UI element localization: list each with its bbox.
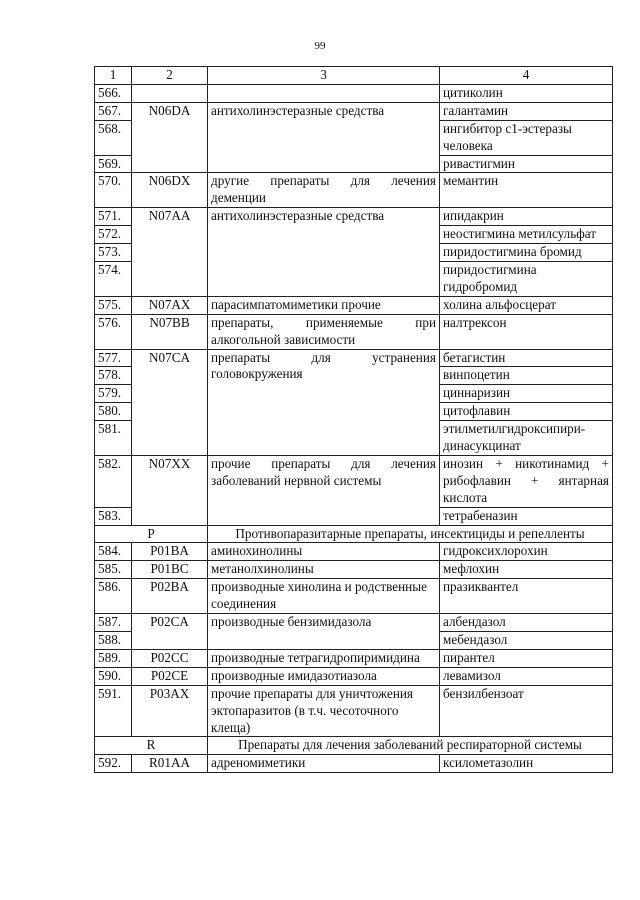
table-row bbox=[95, 208, 613, 226]
drug-name: циннаризин bbox=[440, 385, 613, 403]
drug-name: ипидакрин bbox=[440, 208, 613, 226]
atc-code: N07XX bbox=[132, 455, 208, 525]
atc-code: R01AA bbox=[132, 755, 208, 773]
section-code: R bbox=[95, 737, 208, 755]
atc-code: P02BA bbox=[132, 579, 208, 614]
drug-table bbox=[94, 66, 613, 773]
row-number: 576. bbox=[95, 314, 132, 349]
drug-group: производные хинолина и родственные соединения bbox=[208, 579, 440, 614]
drug-group: прочие препараты для уничтожения эктопаразитов (в т.ч. чесоточного клеща) bbox=[208, 685, 440, 737]
row-number: 571. bbox=[95, 208, 132, 226]
drug-group: прочие препараты для лечения заболеваний нервной системы bbox=[208, 455, 440, 525]
table-row bbox=[95, 755, 613, 773]
row-number: 573. bbox=[95, 244, 132, 262]
drug-name: цитиколин bbox=[440, 84, 613, 102]
row-number: 577. bbox=[95, 349, 132, 367]
drug-group: препараты, применяемые при алкогольной зависимости bbox=[208, 314, 440, 349]
atc-code: P02CC bbox=[132, 649, 208, 667]
table-row bbox=[95, 561, 613, 579]
table-header-row bbox=[95, 67, 613, 85]
row-number: 585. bbox=[95, 561, 132, 579]
row-number: 590. bbox=[95, 667, 132, 685]
drug-name: левамизол bbox=[440, 667, 613, 685]
drug-name: винпоцетин bbox=[440, 367, 613, 385]
row-number: 589. bbox=[95, 649, 132, 667]
table-row bbox=[95, 296, 613, 314]
drug-name: пиридостигмина гидробромид bbox=[440, 261, 613, 296]
row-number: 591. bbox=[95, 685, 132, 737]
row-number: 570. bbox=[95, 173, 132, 208]
atc-code: P02CA bbox=[132, 614, 208, 650]
drug-group: парасимпатомиметики прочие bbox=[208, 296, 440, 314]
atc-code: P02CE bbox=[132, 667, 208, 685]
drug-name: налтрексон bbox=[440, 314, 613, 349]
header-cell: 1 bbox=[95, 67, 132, 85]
row-number: 582. bbox=[95, 455, 132, 507]
drug-name: холина альфосцерат bbox=[440, 296, 613, 314]
row-number: 566. bbox=[95, 84, 132, 102]
row-number: 587. bbox=[95, 614, 132, 632]
section-code: P bbox=[95, 525, 208, 543]
table-row bbox=[95, 614, 613, 632]
drug-name: пиридостигмина бромид bbox=[440, 244, 613, 262]
drug-name: пирантел bbox=[440, 649, 613, 667]
drug-name: ривастигмин bbox=[440, 155, 613, 173]
row-number: 569. bbox=[95, 155, 132, 173]
page-number: 99 bbox=[314, 40, 326, 52]
atc-code: N06DX bbox=[132, 173, 208, 208]
table-row bbox=[95, 84, 613, 102]
drug-group: производные тетрагидропиримидина bbox=[208, 649, 440, 667]
drug-group: производные имидазотиазола bbox=[208, 667, 440, 685]
row-number: 572. bbox=[95, 226, 132, 244]
drug-name: бензилбензоат bbox=[440, 685, 613, 737]
drug-name: празиквантел bbox=[440, 579, 613, 614]
atc-code: P01BA bbox=[132, 543, 208, 561]
row-number: 592. bbox=[95, 755, 132, 773]
drug-name: галантамин bbox=[440, 102, 613, 120]
atc-code: P03AX bbox=[132, 685, 208, 737]
row-number: 578. bbox=[95, 367, 132, 385]
section-title: Противопаразитарные препараты, инсектициды и репелленты bbox=[208, 525, 613, 543]
row-number: 588. bbox=[95, 632, 132, 650]
drug-name: мебендазол bbox=[440, 632, 613, 650]
drug-name: тетрабеназин bbox=[440, 507, 613, 525]
atc-code: N06DA bbox=[132, 102, 208, 173]
drug-name: ингибитор с1-эстеразы человека bbox=[440, 120, 613, 155]
drug-name: мемантин bbox=[440, 173, 613, 208]
row-number: 580. bbox=[95, 403, 132, 421]
atc-code: N07AA bbox=[132, 208, 208, 297]
drug-name: мефлохин bbox=[440, 561, 613, 579]
row-number: 579. bbox=[95, 385, 132, 403]
header-cell: 3 bbox=[208, 67, 440, 85]
row-number: 575. bbox=[95, 296, 132, 314]
drug-group bbox=[208, 84, 440, 102]
drug-name: ксилометазолин bbox=[440, 755, 613, 773]
drug-group: аминохинолины bbox=[208, 543, 440, 561]
drug-group: метанолхинолины bbox=[208, 561, 440, 579]
drug-group: антихолинэстеразные средства bbox=[208, 102, 440, 173]
drug-group: препараты для устранения головокружения bbox=[208, 349, 440, 455]
row-number: 586. bbox=[95, 579, 132, 614]
row-number: 574. bbox=[95, 261, 132, 296]
section-row bbox=[95, 737, 613, 755]
table-row bbox=[95, 667, 613, 685]
row-number: 568. bbox=[95, 120, 132, 155]
header-cell: 4 bbox=[440, 67, 613, 85]
header-cell: 2 bbox=[132, 67, 208, 85]
drug-name: инозин + никотинамид + рибофлавин + янтарная кислота bbox=[440, 455, 613, 507]
drug-name: албендазол bbox=[440, 614, 613, 632]
row-number: 584. bbox=[95, 543, 132, 561]
row-number: 583. bbox=[95, 507, 132, 525]
table-row bbox=[95, 102, 613, 120]
drug-name: цитофлавин bbox=[440, 403, 613, 421]
row-number: 581. bbox=[95, 421, 132, 456]
drug-group: другие препараты для лечения деменции bbox=[208, 173, 440, 208]
atc-code: P01BC bbox=[132, 561, 208, 579]
row-number: 567. bbox=[95, 102, 132, 120]
table-row bbox=[95, 543, 613, 561]
drug-name: этилметилгидроксипири-динасукцинат bbox=[440, 421, 613, 456]
table-row bbox=[95, 349, 613, 367]
atc-code: N07CA bbox=[132, 349, 208, 455]
drug-name: бетагистин bbox=[440, 349, 613, 367]
section-title: Препараты для лечения заболеваний респираторной системы bbox=[208, 737, 613, 755]
drug-name: гидроксихлорохин bbox=[440, 543, 613, 561]
drug-group: адреномиметики bbox=[208, 755, 440, 773]
drug-name: неостигмина метилсульфат bbox=[440, 226, 613, 244]
atc-code: N07AX bbox=[132, 296, 208, 314]
drug-group: производные бензимидазола bbox=[208, 614, 440, 650]
atc-code: N07BB bbox=[132, 314, 208, 349]
drug-group: антихолинэстеразные средства bbox=[208, 208, 440, 297]
atc-code bbox=[132, 84, 208, 102]
